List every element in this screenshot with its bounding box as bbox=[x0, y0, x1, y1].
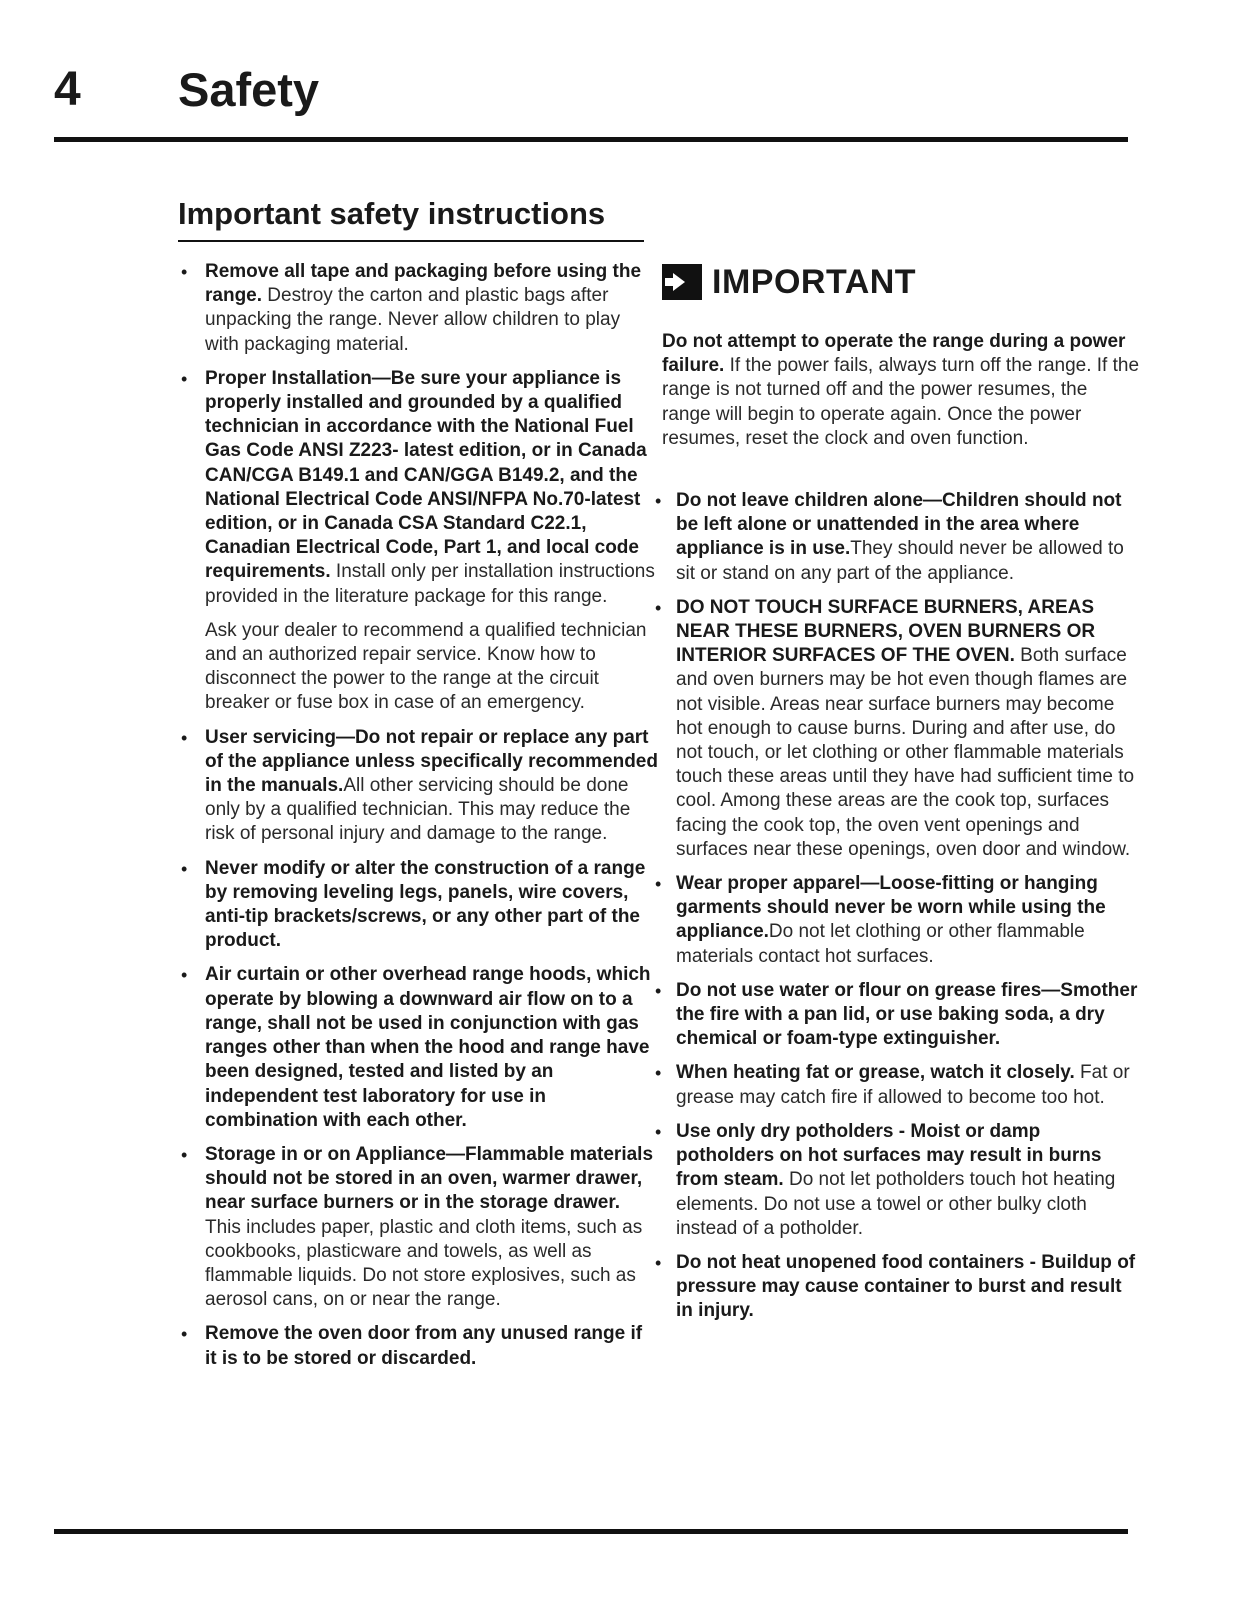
arrow-box-icon bbox=[662, 264, 702, 300]
important-heading bbox=[662, 264, 1140, 300]
right-safety-list bbox=[652, 489, 1140, 1324]
list-item bbox=[652, 872, 1140, 969]
item-body-text: Fat or grease may catch fire if allowed to become too hot. bbox=[676, 1062, 1130, 1108]
list-item bbox=[178, 367, 658, 609]
item-body-text: This includes paper, plastic and cloth items, such as cookbooks, plasticware and towels, as well as flammable liquids. Do not store explosives, such as aerosol cans, on or near the range. bbox=[205, 1216, 643, 1311]
list-item bbox=[652, 1120, 1140, 1241]
left-column bbox=[178, 260, 658, 1381]
important-bold-text: Do not attempt to operate the range during a power failure. bbox=[662, 331, 1126, 377]
left-safety-list-continued bbox=[178, 726, 658, 1371]
item-bold-text: User servicing—Do not repair or replace any part of the appliance unless specifically recommended in the manuals. bbox=[205, 726, 658, 797]
item-bold-text: Never modify or alter the construction of a range by removing leveling legs, panels, wire covers, anti-tip brackets/screws, or any other part of the product. bbox=[205, 857, 646, 952]
item-body-text: All other servicing should be done only by a qualified technician. This may reduce the risk of personal injury and damage to the range. bbox=[205, 775, 631, 845]
item-body-text: They should never be allowed to sit or stand on any part of the appliance. bbox=[676, 538, 1124, 584]
item-bold-text: Do not use water or flour on grease fires—Smother the fire with a pan lid, or use baking soda, a dry chemical or foam-type extinguisher. bbox=[676, 979, 1138, 1050]
item-bold-text: DO NOT TOUCH SURFACE BURNERS, AREAS NEAR THESE BURNERS, OVEN BURNERS OR INTERIOR SURFACES OF THE OVEN. bbox=[676, 596, 1096, 667]
list-item bbox=[652, 1061, 1140, 1109]
item-body-text: Do not let clothing or other flammable materials contact hot surfaces. bbox=[676, 921, 1085, 967]
item-body-text: Destroy the carton and plastic bags after unpacking the range. Never allow children to play with packaging material. bbox=[205, 285, 621, 355]
item-bold-text: When heating fat or grease, watch it closely. bbox=[676, 1062, 1075, 1084]
footer-rule bbox=[54, 1529, 1128, 1534]
list-item bbox=[178, 857, 658, 954]
item-bold-text: Wear proper apparel—Loose-fitting or hanging garments should never be worn while using the appliance. bbox=[676, 873, 1106, 943]
list-item bbox=[178, 260, 658, 357]
page-number: 4 bbox=[54, 63, 81, 116]
header-rule bbox=[54, 137, 1128, 142]
important-title: IMPORTANT bbox=[712, 263, 917, 301]
item-body-text: Both surface and oven burners may be hot even though flames are not visible. Areas near surface burners may become hot enough to cause burns. During and after use, do not touch, or let clothing or other flammable materials touch these areas until they have had sufficient time to cool. Among these areas are the cook top, surfaces facing the cook top, the oven vent openings and surfaces near these openings, oven door and window. bbox=[676, 645, 1135, 860]
list-item bbox=[652, 489, 1140, 586]
item-body-text: Install only per installation instructions provided in the literature package for this range. bbox=[205, 561, 655, 607]
left-safety-list bbox=[178, 260, 658, 609]
list-item bbox=[178, 1322, 658, 1370]
important-notice bbox=[662, 330, 1140, 451]
important-body-text: If the power fails, always turn off the range. If the range is not turned off and the power resumes, the range will begin to operate again. Once the power resumes, reset the clock and oven function. bbox=[662, 355, 1140, 449]
item-bold-text: Do not leave children alone—Children should not be left alone or unattended in the area where appliance is in use. bbox=[676, 490, 1122, 560]
item-bold-text: Air curtain or other overhead range hoods, which operate by blowing a downward air flow on to a range, shall not be used in conjunction with gas ranges other than when the hood and range have been designed, tested and listed by an independent test laboratory for use in combination with each other. bbox=[205, 964, 651, 1131]
item-bold-text: Remove all tape and packaging before using the range. bbox=[205, 261, 642, 307]
list-item bbox=[652, 596, 1140, 862]
item-bold-text: Proper Installation—Be sure your appliance is properly installed and grounded by a qualified technician in accordance with the National Fuel Gas Code ANSI Z223- latest edition, or in Canada CAN/CGA B149.1 and CAN/GGA B149.2, and the National Electrical Code ANSI/NFPA No.70-latest edition, or in Canada CSA Standard C22.1, Canadian Electrical Code, Part 1, and local code requirements. bbox=[205, 367, 647, 583]
list-item bbox=[652, 1251, 1140, 1324]
item-body-text: Do not let potholders touch hot heating elements. Do not use a towel or other bulky cloth instead of a potholder. bbox=[676, 1169, 1116, 1239]
list-item bbox=[178, 963, 658, 1132]
list-item bbox=[652, 979, 1140, 1052]
item-bold-text: Use only dry potholders - Moist or damp potholders on hot surfaces may result in burns from steam. bbox=[676, 1120, 1102, 1191]
right-column bbox=[652, 260, 1140, 1334]
subsection-heading: Important safety instructions bbox=[178, 196, 644, 242]
list-item bbox=[178, 726, 658, 847]
item-bold-text: Remove the oven door from any unused range if it is to be stored or discarded. bbox=[205, 1323, 643, 1369]
item-bold-text: Storage in or on Appliance—Flammable materials should not be stored in an oven, warmer drawer, near surface burners or in the storage drawer. bbox=[205, 1143, 654, 1214]
list-item bbox=[178, 1143, 658, 1312]
item-bold-text: Do not heat unopened food containers - Buildup of pressure may cause container to burst and result in injury. bbox=[676, 1251, 1136, 1322]
dealer-paragraph: Ask your dealer to recommend a qualified technician and an authorized repair service. Know how to disconnect the power to the range at the circuit breaker or fuse box in case of an emergency. bbox=[205, 619, 647, 714]
section-title: Safety bbox=[178, 63, 320, 116]
